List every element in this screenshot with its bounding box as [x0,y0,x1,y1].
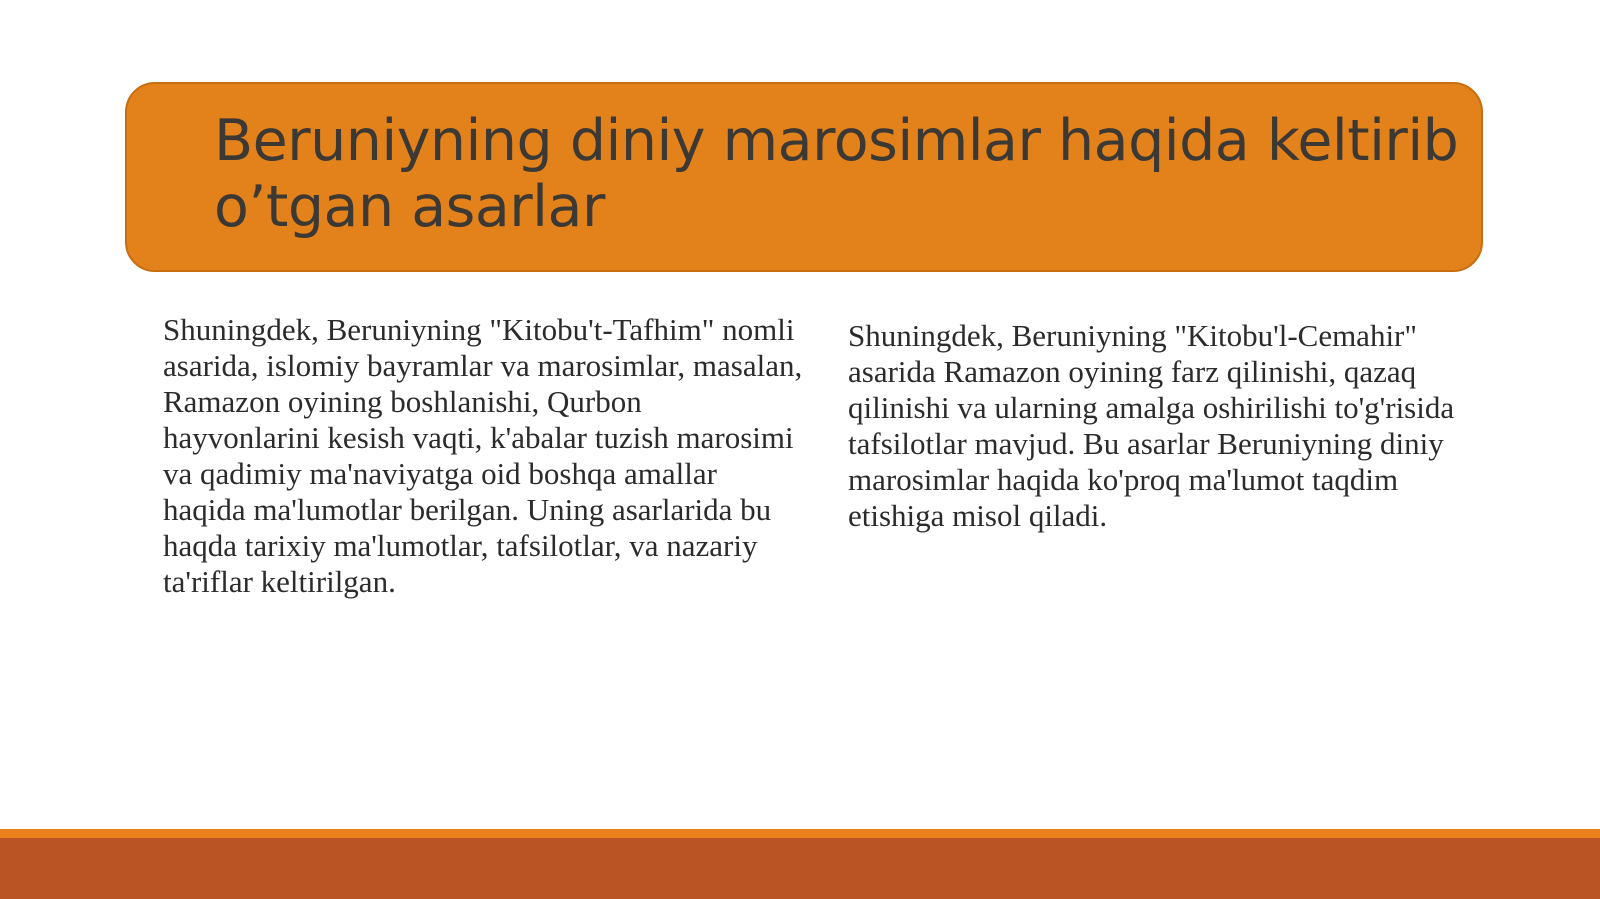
footer-bar [0,838,1600,899]
left-text-column: Shuningdek, Beruniyning "Kitobu't-Tafhim" nomli asarida, islomiy bayramlar va marosimlar, masalan, Ramazon oyining boshlanishi, Qurbon hayvonlarini kesish vaqti, k'abalar tuzish marosimi va qadimiy ma'naviyatga oid boshqa amallar haqida ma'lumotlar berilgan. Uning asarlarida bu haqda tarixiy ma'lumotlar, tafsilotlar, va nazariy ta'riflar keltirilgan. [163,312,803,599]
footer-accent-line [0,829,1600,838]
title-banner [125,82,1483,272]
right-text-column: Shuningdek, Beruniyning "Kitobu'l-Cemahir" asarida Ramazon oyining farz qilinishi, qazaq qilinishi va ularning amalga oshirilishi to'g'risida tafsilotlar mavjud. Bu asarlar Beruniyning diniy marosimlar haqida ko'proq ma'lumot taqdim etishiga misol qiladi. [848,318,1455,533]
slide-title: Beruniyning diniy marosimlar haqida keltirib o’tgan asarlar [214,108,1459,240]
